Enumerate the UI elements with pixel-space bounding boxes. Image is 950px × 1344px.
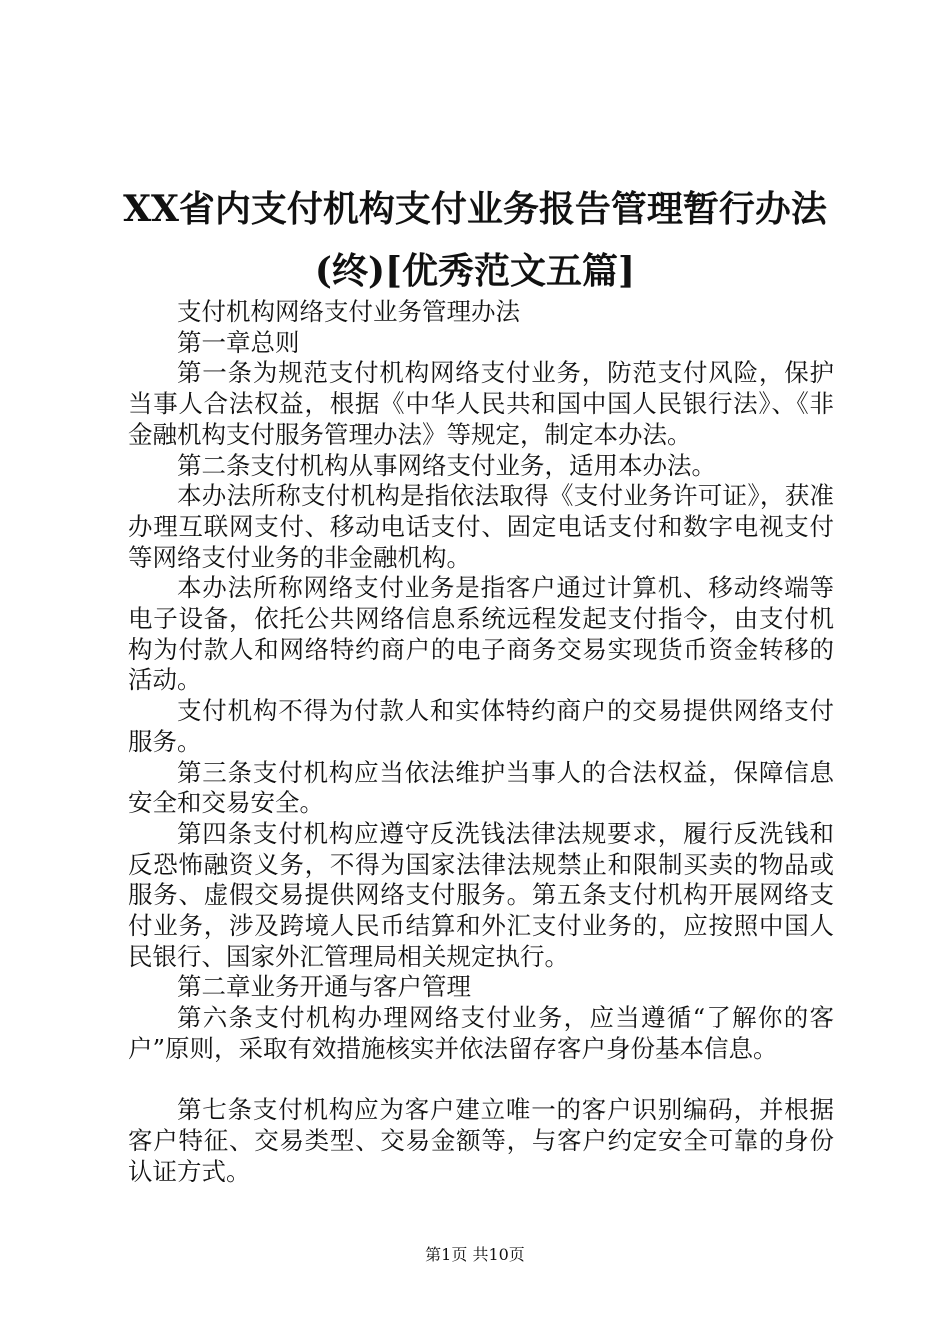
paragraph: 第三条支付机构应当依法维护当事人的合法权益，保障信息安全和交易安全。 <box>128 757 834 818</box>
document-title-line-1: XX省内支付机构支付业务报告管理暂行办法 <box>123 188 827 230</box>
page-number-footer: 第1页 共10页 <box>425 1245 525 1264</box>
chapter-heading: 第一章总则 <box>177 327 300 357</box>
paragraph: 本办法所称网络支付业务是指客户通过计算机、移动终端等电子设备，依托公共网络信息系统远程发起支付指令，由支付机构为付款人和网络特约商户的电子商务交易实现货币资金转移的活动。 <box>128 573 834 695</box>
paragraph: 本办法所称支付机构是指依法取得《支付业务许可证》，获准办理互联网支付、移动电话支付、固定电话支付和数字电视支付等网络支付业务的非金融机构。 <box>128 481 834 572</box>
paragraph: 第一条为规范支付机构网络支付业务，防范支付风险，保护当事人合法权益，根据《中华人民共和国中国人民银行法》、《非金融机构支付服务管理办法》等规定，制定本办法。 <box>128 358 834 449</box>
paragraph: 支付机构不得为付款人和实体特约商户的交易提供网络支付服务。 <box>128 696 834 756</box>
paragraph: 支付机构网络支付业务管理办法 <box>177 297 520 326</box>
paragraph: 第六条支付机构办理网络支付业务，应当遵循“了解你的客户”原则，采取有效措施核实并依法留存客户身份基本信息。 <box>128 1003 834 1063</box>
document-body <box>128 297 834 1187</box>
chapter-heading: 第二章业务开通与客户管理 <box>177 972 471 1002</box>
paragraph: 第四条支付机构应遵守反洗钱法律法规要求，履行反洗钱和反恐怖融资义务，不得为国家法律法规禁止和限制买卖的物品或服务、虚假交易提供网络支付服务。第五条支付机构开展网络支付业务，涉及跨境人民币结算和外汇支付业务的，应按照中国人民银行、国家外汇管理局相关规定执行。 <box>128 818 834 971</box>
paragraph: 第二条支付机构从事网络支付业务，适用本办法。 <box>177 450 716 480</box>
paragraph: 第七条支付机构应为客户建立唯一的客户识别编码，并根据客户特征、交易类型、交易金额等，与客户约定安全可靠的身份认证方式。 <box>128 1095 834 1186</box>
document-title-line-2: (终)[优秀范文五篇] <box>314 250 636 292</box>
